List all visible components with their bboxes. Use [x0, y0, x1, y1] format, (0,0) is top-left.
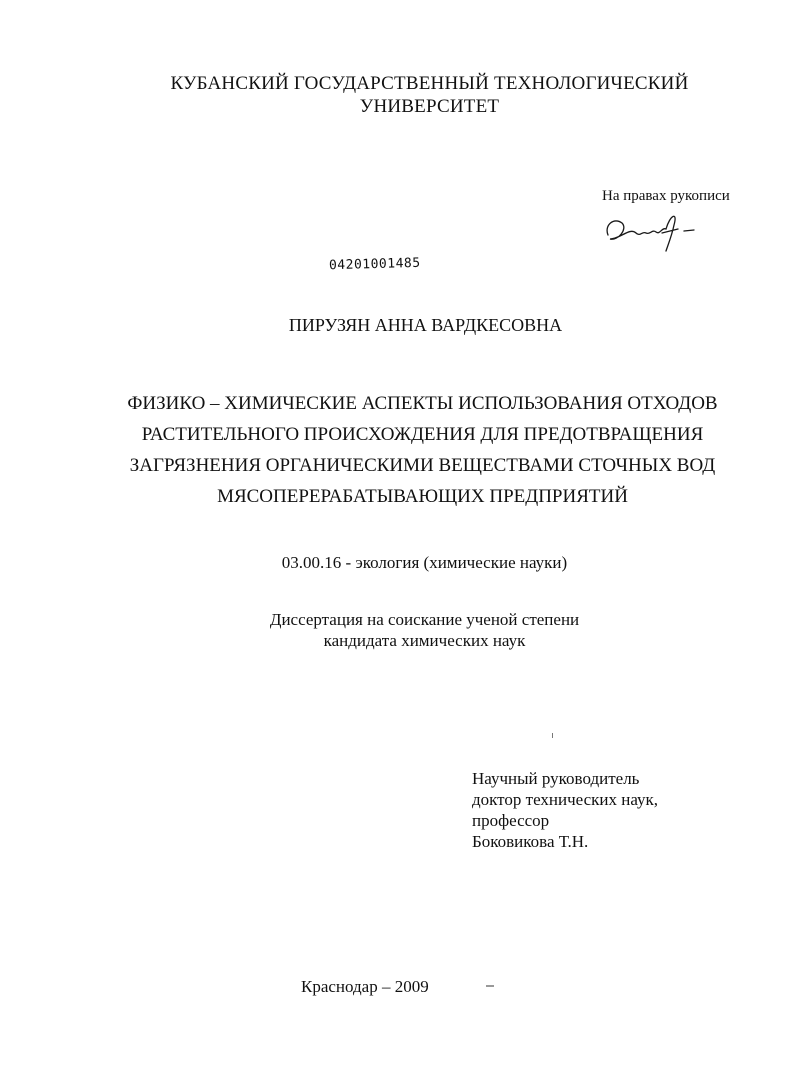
supervisor-title: профессор — [472, 811, 550, 830]
manuscript-rights-note: На правах рукописи — [602, 188, 730, 204]
scan-artifact-mark — [552, 733, 553, 738]
dissertation-title — [23, 388, 799, 512]
title-line: МЯСОПЕРЕРАБАТЫВАЮЩИХ ПРЕДПРИЯТИЙ — [217, 486, 628, 507]
title-line: ФИЗИКО – ХИМИЧЕСКИЕ АСПЕКТЫ ИСПОЛЬЗОВАНИЯ ОТХОДОВ — [127, 393, 718, 414]
scientific-supervisor — [472, 768, 658, 852]
university-header — [30, 72, 799, 118]
supervisor-degree: доктор технических наук, — [472, 790, 659, 809]
author-name: ПИРУЗЯН АННА ВАРДКЕСОВНА — [288, 315, 563, 335]
scan-artifact-dot — [486, 985, 494, 987]
degree-statement — [25, 609, 799, 651]
degree-line1: Диссертация на соискание ученой степени — [269, 610, 580, 629]
title-line: ЗАГРЯЗНЕНИЯ ОРГАНИЧЕСКИМИ ВЕЩЕСТВАМИ СТОЧНЫХ ВОД — [129, 455, 716, 476]
specialty-code: 03.00.16 - экология (химические науки) — [281, 553, 568, 572]
title-line: РАСТИТЕЛЬНОГО ПРОИСХОЖДЕНИЯ ДЛЯ ПРЕДОТВРАЩЕНИЯ — [141, 424, 704, 445]
supervisor-name: Боковикова Т.Н. — [472, 832, 589, 851]
degree-line2: кандидата химических наук — [323, 631, 526, 650]
archive-number: 04201001485 — [328, 255, 421, 274]
handwritten-signature — [600, 205, 710, 255]
university-name-line2: УНИВЕРСИТЕТ — [359, 96, 500, 117]
city-year: Краснодар – 2009 — [301, 977, 429, 996]
university-name-line1: КУБАНСКИЙ ГОСУДАРСТВЕННЫЙ ТЕХНОЛОГИЧЕСКИЙ — [170, 73, 689, 94]
supervisor-role: Научный руководитель — [472, 769, 640, 788]
